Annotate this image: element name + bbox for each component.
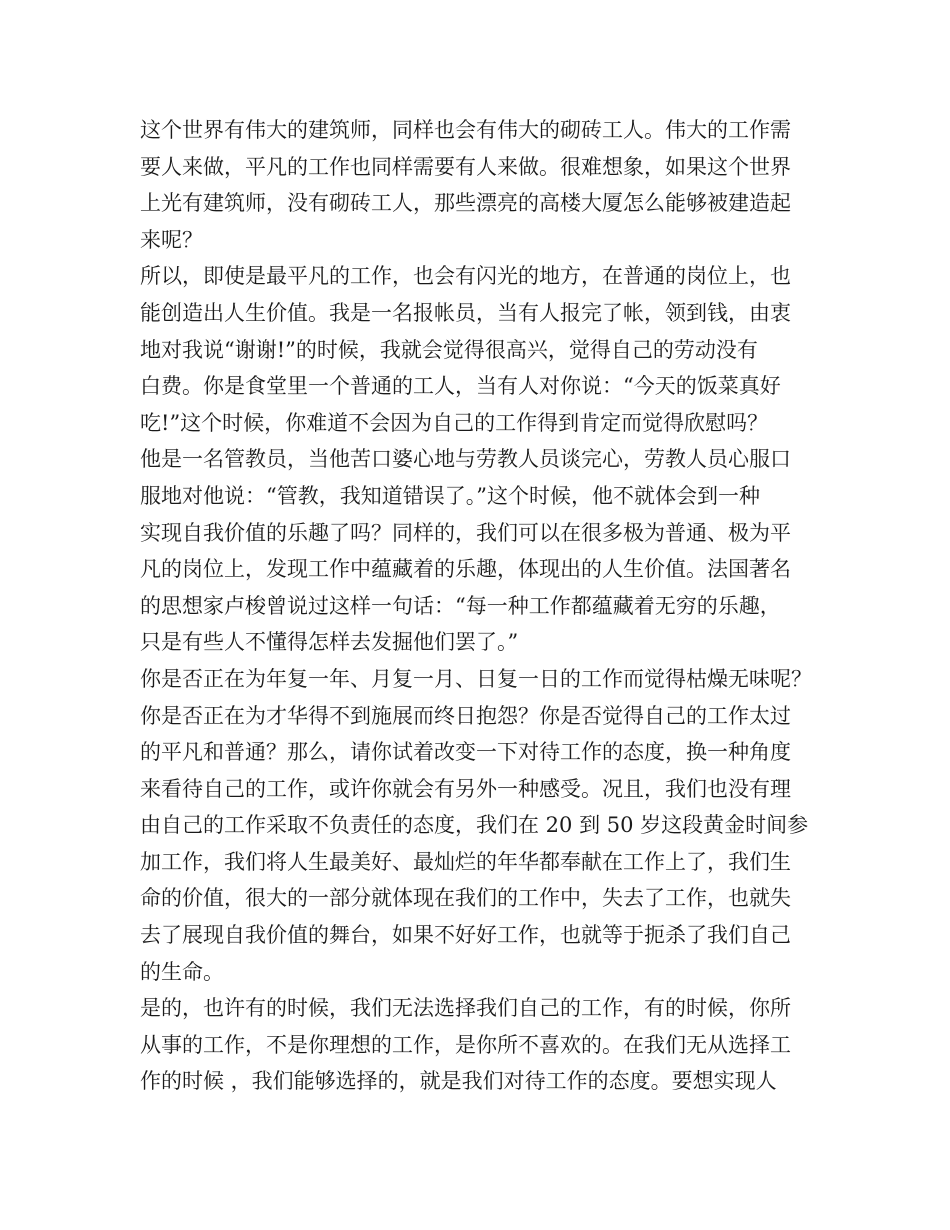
text-line: 他是一名管教员，当他苦口婆心地与劳教人员谈完心，劳教人员心服口 [140,447,791,472]
text-line: 所以，即使是最平凡的工作，也会有闪光的地方，在普通的岗位上，也 [140,264,791,289]
text-line: 只是有些人不懂得怎样去发掘他们罢了。” [140,630,519,655]
text-line: 从事的工作，不是你理想的工作，是你所不喜欢的。在我们无从选择工 [140,1032,791,1057]
text-line: 由自己的工作采取不负责任的态度，我们在 20 到 50 岁这段黄金时间参 [140,813,809,838]
text-line: 吃!”这个时候，你难道不会因为自己的工作得到肯定而觉得欣慰吗？ [140,410,769,435]
text-line: 你是否正在为年复一年、月复一月、日复一日的工作而觉得枯燥无味呢？ [140,666,812,691]
text-line: 这个世界有伟大的建筑师，同样也会有伟大的砌砖工人。伟大的工作需 [140,118,791,142]
body-text [140,112,820,1100]
text-line: 来呢？ [140,227,203,252]
text-line: 来看待自己的工作，或许你就会有另外一种感受。况且，我们也没有理 [140,776,791,801]
text-line: 凡的岗位上，发现工作中蕴藏着的乐趣，体现出的人生价值。法国著名 [140,557,791,582]
text-line: 能创造出人生价值。我是一名报帐员，当有人报完了帐，领到钱，由衷 [140,300,791,325]
text-line: 去了展现自我价值的舞台，如果不好好工作，也就等于扼杀了我们自己 [140,923,791,948]
text-line: 加工作，我们将人生最美好、最灿烂的年华都奉献在工作上了，我们生 [140,849,791,874]
text-line: 地对我说“谢谢!”的时候，我就会觉得很高兴，觉得自己的劳动没有 [140,337,758,362]
text-line: 的平凡和普通？那么，请你试着改变一下对待工作的态度，换一种角度 [140,740,791,765]
text-line: 是的，也许有的时候，我们无法选择我们自己的工作，有的时候，你所 [140,996,791,1021]
text-line: 的生命。 [140,959,224,984]
text-line: 要人来做，平凡的工作也同样需要有人来做。很难想象，如果这个世界 [140,154,791,179]
text-line: 你是否正在为才华得不到施展而终日抱怨？你是否觉得自己的工作太过 [140,703,791,728]
text-line: 作的时候 ，我们能够选择的，就是我们对待工作的态度。要想实现人 [140,1069,777,1094]
text-line: 服地对他说：“管教，我知道错误了。”这个时候，他不就体会到一种 [140,483,760,508]
text-line: 命的价值，很大的一部分就体现在我们的工作中，失去了工作，也就失 [140,886,791,911]
text-line: 上光有建筑师，没有砌砖工人，那些漂亮的高楼大厦怎么能够被建造起 [140,191,791,216]
text-line: 的思想家卢梭曾说过这样一句话：“每一种工作都蕴藏着无穷的乐趣， [140,593,781,618]
text-line: 实现自我价值的乐趣了吗？同样的，我们可以在很多极为普通、极为平 [140,520,791,545]
text-line: 白费。你是食堂里一个普通的工人，当有人对你说：“今天的饭菜真好 [140,374,781,399]
